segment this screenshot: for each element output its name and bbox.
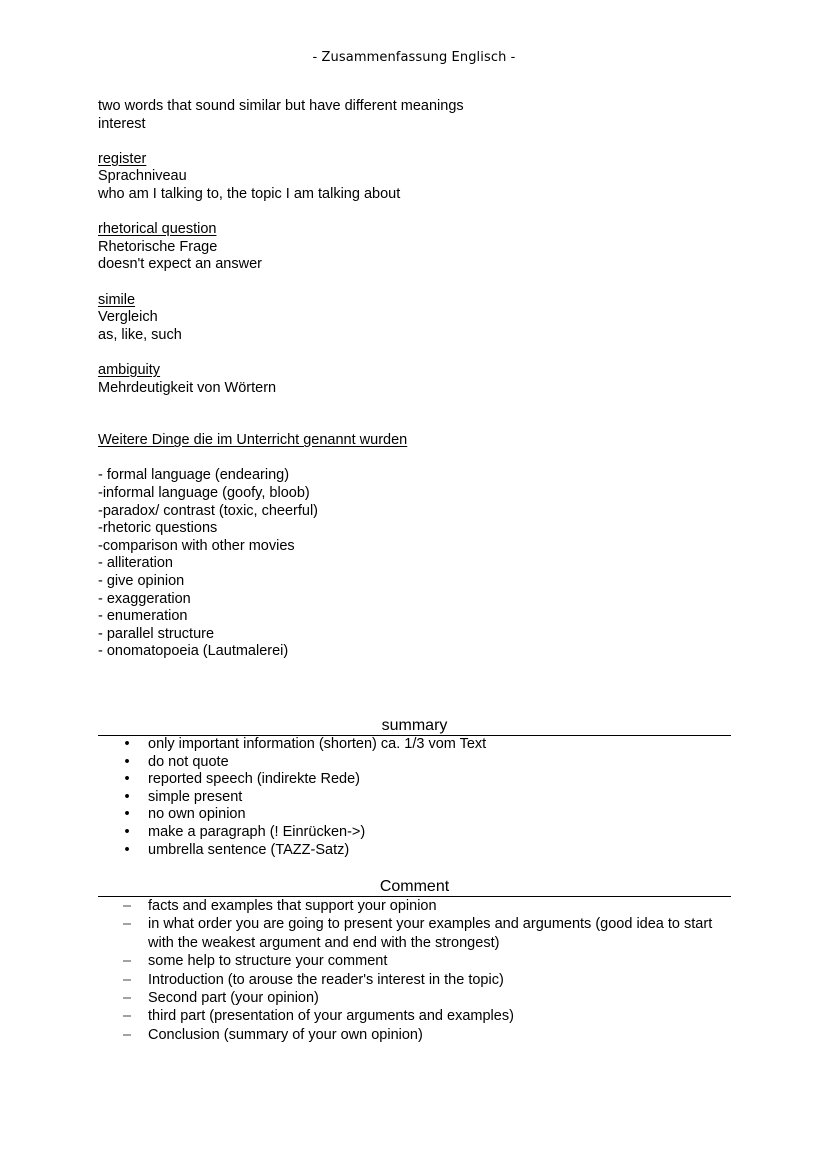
term-block bbox=[98, 221, 738, 274]
term-heading: rhetorical question bbox=[98, 221, 217, 238]
bullet-icon: • bbox=[124, 788, 130, 805]
list-item: - formal language (endearing) bbox=[98, 467, 290, 484]
term-block bbox=[98, 362, 738, 397]
list-item: - alliteration bbox=[98, 555, 173, 572]
list-item: • reported speech (indirekte Rede) bbox=[98, 771, 731, 789]
term-heading: register bbox=[98, 150, 147, 167]
list-item: – some help to structure your comment bbox=[122, 953, 388, 970]
list-item: -informal language (goofy, bloob) bbox=[98, 485, 310, 502]
summary-list bbox=[98, 736, 731, 859]
list-item: – in what order you are going to present your examples and arguments (good idea to start with the weakest argument and end with the strongest) bbox=[122, 916, 713, 951]
comment-title: Comment bbox=[98, 877, 731, 897]
dash-icon: – bbox=[122, 971, 132, 988]
dash-icon: – bbox=[122, 990, 132, 1007]
dash-icon: – bbox=[122, 1026, 132, 1043]
term-translation: Mehrdeutigkeit von Wörtern bbox=[98, 379, 277, 396]
dash-icon: – bbox=[122, 953, 132, 970]
comment-list bbox=[98, 897, 731, 1044]
list-item: • make a paragraph (! Einrücken->) bbox=[98, 824, 731, 842]
term-translation: Vergleich bbox=[98, 309, 158, 326]
term-note: as, like, such bbox=[98, 326, 182, 343]
term-heading: ambiguity bbox=[98, 361, 161, 378]
term-heading: simile bbox=[98, 291, 136, 308]
list-item: - enumeration bbox=[98, 608, 188, 625]
list-item: • do not quote bbox=[98, 754, 731, 772]
list-item: -comparison with other movies bbox=[98, 537, 295, 554]
list-item: - parallel structure bbox=[98, 625, 215, 642]
bullet-icon: • bbox=[124, 841, 130, 858]
intro-line: interest bbox=[98, 115, 146, 132]
dash-icon: – bbox=[122, 898, 132, 914]
intro-line: two words that sound similar but have different meanings bbox=[98, 98, 464, 114]
list-item: - give opinion bbox=[98, 573, 185, 590]
list-item: – Conclusion (summary of your own opinion) bbox=[122, 1026, 423, 1043]
term-note: who am I talking to, the topic I am talking about bbox=[98, 185, 401, 202]
bullet-icon: • bbox=[124, 753, 130, 770]
term-translation: Rhetorische Frage bbox=[98, 238, 218, 255]
list-item: – facts and examples that support your opinion bbox=[122, 898, 437, 914]
list-item: – third part (presentation of your arguments and examples) bbox=[122, 1008, 514, 1025]
term-note: doesn't expect an answer bbox=[98, 256, 262, 273]
dash-icon: – bbox=[122, 916, 132, 933]
comment-section bbox=[98, 877, 731, 1044]
bullet-icon: • bbox=[124, 823, 130, 840]
list-item: - exaggeration bbox=[98, 590, 191, 607]
further-list bbox=[98, 467, 738, 661]
list-item: • only important information (shorten) ca. 1/3 vom Text bbox=[98, 736, 731, 754]
dash-icon: – bbox=[122, 1008, 132, 1025]
list-item: • no own opinion bbox=[98, 806, 731, 824]
list-item: • simple present bbox=[98, 789, 731, 807]
page-header: - Zusammenfassung Englisch - bbox=[312, 50, 516, 65]
term-block bbox=[98, 151, 738, 204]
list-item: - onomatopoeia (Lautmalerei) bbox=[98, 643, 289, 660]
list-item: – Second part (your opinion) bbox=[122, 990, 319, 1007]
list-item: – Introduction (to arouse the reader's interest in the topic) bbox=[122, 971, 504, 988]
term-translation: Sprachniveau bbox=[98, 168, 187, 185]
summary-title: summary bbox=[98, 716, 731, 736]
term-block bbox=[98, 292, 738, 345]
further-heading: Weitere Dinge die im Unterricht genannt wurden bbox=[98, 432, 408, 449]
bullet-icon: • bbox=[124, 771, 130, 788]
list-item: -paradox/ contrast (toxic, cheerful) bbox=[98, 502, 319, 519]
bullet-icon: • bbox=[124, 736, 130, 752]
list-item: -rhetoric questions bbox=[98, 520, 218, 537]
list-item: • umbrella sentence (TAZZ-Satz) bbox=[98, 842, 731, 860]
notes-body bbox=[98, 98, 738, 661]
summary-section bbox=[98, 716, 731, 859]
bullet-icon: • bbox=[124, 806, 130, 823]
